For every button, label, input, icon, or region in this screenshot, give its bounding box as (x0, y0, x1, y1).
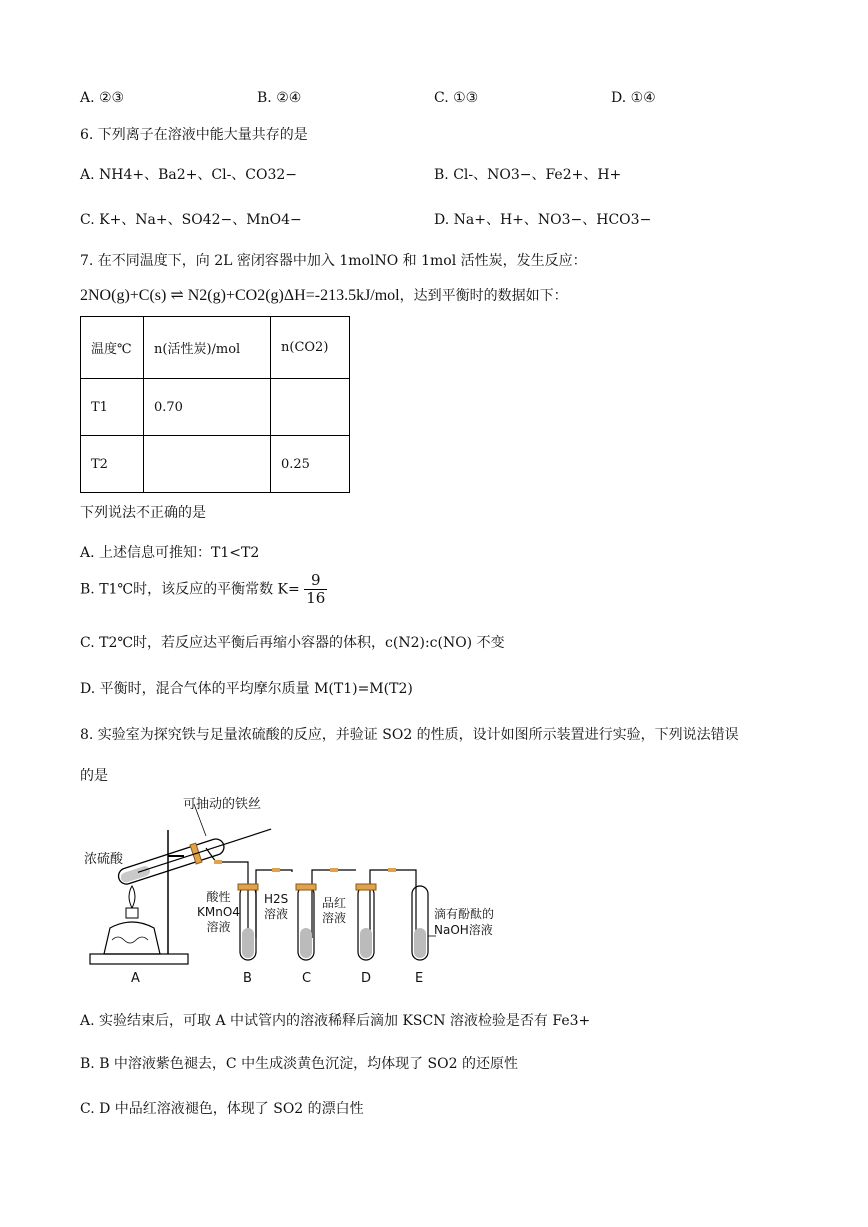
solution-c (300, 928, 312, 958)
label-e (434, 906, 494, 938)
table-cell-t1-carbon: 0.70 (144, 379, 271, 436)
fraction (304, 572, 327, 607)
fraction-numerator: 9 (304, 572, 327, 590)
letter-b: B (243, 971, 252, 986)
letter-c: C (302, 971, 312, 986)
q8-option-c: C. D 中品红溶液褪色，体现了 SO2 的漂白性 (80, 1101, 364, 1117)
label-b (197, 890, 240, 935)
table-header-temp: 温度℃ (81, 317, 144, 379)
label-conc-acid: 浓硫酸 (84, 852, 124, 867)
q7-option-a: A. 上述信息可推知：T1<T2 (80, 545, 260, 561)
stopper-c (296, 884, 316, 890)
label-b-line2: KMnO4 (197, 905, 240, 919)
tube-d-to-e (370, 870, 416, 944)
flame (129, 886, 135, 908)
label-b-line3: 溶液 (206, 920, 231, 934)
q7-data-table (80, 316, 350, 493)
q6-option-c: C. K+、Na+、SO42−、MnO4− (80, 212, 302, 228)
label-b-line1: 酸性 (206, 890, 231, 904)
q7-equation: 2NO(g)+C(s) ⇌ N2(g)+CO2(g)ΔH=-213.5kJ/mol (80, 287, 400, 304)
table-cell-t2: T2 (81, 436, 144, 493)
clip-3 (330, 868, 338, 872)
q7-option-c: C. T2℃时，若反应达平衡后再缩小容器的体积，c(N2):c(NO) 不变 (80, 635, 505, 651)
label-c (264, 892, 288, 922)
fraction-denominator: 16 (306, 589, 326, 607)
label-c-line1: H2S (264, 892, 289, 906)
label-d-line1: 品红 (322, 896, 347, 910)
label-d (322, 896, 346, 926)
q8-stem-line2: 的是 (80, 768, 108, 784)
q7-equation-suffix: ，达到平衡时的数据如下： (399, 289, 568, 304)
q6-option-d: D. Na+、H+、NO3−、HCO3− (434, 212, 652, 228)
q7-stem: 7. 在不同温度下，向 2L 密闭容器中加入 1molNO 和 1mol 活性炭，发生反应： (80, 253, 587, 269)
table-cell-t1-co2 (271, 379, 350, 436)
q5-option-a: A. ②③ (80, 90, 125, 106)
q6-stem: 6. 下列离子在溶液中能大量共存的是 (80, 127, 308, 143)
label-e-line2: NaOH溶液 (434, 923, 493, 937)
clip-2 (272, 868, 280, 872)
label-iron-wire: 可抽动的铁丝 (183, 797, 262, 812)
lamp-liquid (112, 937, 148, 943)
solution-e (414, 928, 426, 958)
stopper-d (356, 884, 376, 890)
table-cell-t1: T1 (81, 379, 144, 436)
stand-base (90, 954, 188, 964)
letter-a: A (131, 971, 140, 986)
q7-option-b-text: B. T1℃时，该反应的平衡常数 K= (80, 581, 300, 598)
label-c-line2: 溶液 (264, 907, 289, 921)
label-d-line2: 溶液 (322, 911, 347, 925)
q7-equation-line (80, 285, 568, 305)
q6-option-b: B. Cl-、NO3−、Fe2+、H+ (434, 167, 622, 183)
q7-option-b (80, 572, 327, 607)
solution-d (360, 928, 372, 958)
alcohol-lamp (104, 922, 160, 954)
solution-b (242, 928, 254, 958)
apparatus-figure (76, 790, 536, 990)
table-cell-t2-co2: 0.25 (271, 436, 350, 493)
q8-option-b: B. B 中溶液紫色褪去，C 中生成淡黄色沉淀，均体现了 SO2 的还原性 (80, 1056, 518, 1072)
label-e-line1: 滴有酚酞的 (434, 907, 495, 921)
q5-option-d: D. ①④ (611, 90, 656, 106)
q5-option-c: C. ①③ (434, 90, 479, 106)
q8-option-a: A. 实验结束后，可取 A 中试管内的溶液稀释后滴加 KSCN 溶液检验是否有 Fe3+ (80, 1013, 591, 1029)
letter-e: E (415, 971, 424, 986)
table-header-co2: n(CO2) (271, 317, 350, 379)
clip-4 (388, 868, 396, 872)
q8-stem-line1: 8. 实验室为探究铁与足量浓硫酸的反应，并验证 SO2 的性质，设计如图所示装置进行实验，下列说法错误 (80, 727, 739, 743)
tube-a-acid (120, 865, 152, 884)
table-header-carbon: n(活性炭)/mol (144, 317, 271, 379)
stopper-b (238, 884, 258, 890)
table-cell-t2-carbon (144, 436, 271, 493)
q6-option-a: A. NH4+、Ba2+、Cl-、CO32− (80, 167, 298, 183)
q7-option-d: D. 平衡时，混合气体的平均摩尔质量 M(T1)=M(T2) (80, 681, 413, 697)
iron-wire (138, 829, 271, 872)
lamp-wick-holder (126, 908, 138, 918)
q5-option-b: B. ②④ (257, 90, 302, 106)
clip-1 (214, 860, 222, 864)
letter-d: D (361, 971, 372, 986)
tube-a (116, 820, 274, 888)
q7-lead: 下列说法不正确的是 (80, 505, 206, 521)
